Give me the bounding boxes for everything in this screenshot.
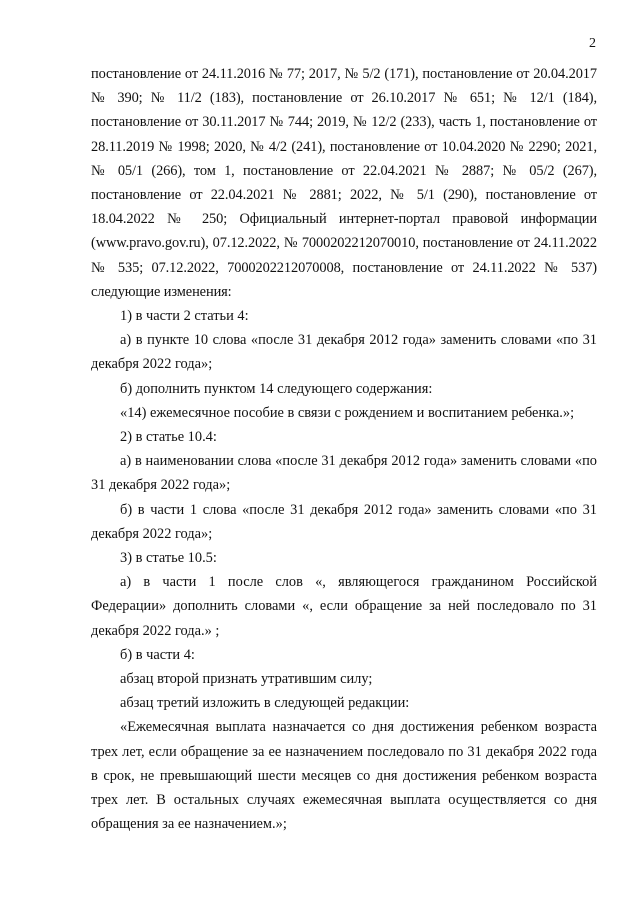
paragraph-item-1b: б) дополнить пунктом 14 следующего содержания: xyxy=(120,380,433,397)
page-number: 2 xyxy=(589,36,596,51)
paragraph-item-3b: б) в части 4: xyxy=(120,646,195,663)
paragraph-item-2: 2) в статье 10.4: xyxy=(120,429,217,446)
paragraph-item-1: 1) в части 2 статьи 4: xyxy=(120,308,249,325)
paragraph-item-2b: б) в части 1 слова «после 31 декабря 2012 года» заменить словами «по 31 декабря 2022 года»; xyxy=(91,501,597,542)
document-body xyxy=(91,62,597,837)
paragraph-item-1a: а) в пункте 10 слова «после 31 декабря 2012 года» заменить словами «по 31 декабря 2022 года»; xyxy=(91,332,597,373)
paragraph-item-1b-quote: «14) ежемесячное пособие в связи с рождением и воспитанием ребенка.»; xyxy=(120,404,575,421)
paragraph-item-3b-quote: «Ежемесячная выплата назначается со дня достижения ребенком возраста трех лет, если обращение за ее назначением последовало по 31 декабря 2022 года в срок, не превышающий шести месяцев со дня достижения ребенком возраста трех лет. В остальных случаях ежемесячная выплата осуществляется со дня обращения за ее назначением.»; xyxy=(91,719,597,833)
paragraph-continuation: постановление от 24.11.2016 № 77; 2017, № 5/2 (171), постановление от 20.04.2017 № 390; № 11/2 (183), постановление от 26.10.2017 № 651; № 12/1 (184), постановление от 30.11.2017 № 744; 2019, № 12/2 (233), часть 1, постановление от 28.11.2019 № 1998; 2020, № 4/2 (241), постановление от 10.04.2020 № 2290; 2021, № 05/1 (266), том 1, постановление от 22.04.2021 № 2887; № 05/2 (267), постановление от 22.04.2021 № 2881; 2022, № 5/1 (290), постановление от 18.04.2022 № 250; Официальный интернет-портал правовой информации (www.pravo.gov.ru), 07.12.2022, № 7000202212070010, постановление от 24.11.2022 № 535; 07.12.2022, 7000202212070008, постановление от 24.11.2022 № 537) следующие изменения: xyxy=(91,66,597,300)
paragraph-item-3b-abzac3: абзац третий изложить в следующей редакции: xyxy=(120,695,410,712)
paragraph-item-3: 3) в статье 10.5: xyxy=(120,550,217,567)
paragraph-item-2a: а) в наименовании слова «после 31 декабря 2012 года» заменить словами «по 31 декабря 2022 года»; xyxy=(91,453,597,494)
paragraph-item-3b-abzac2: абзац второй признать утратившим силу; xyxy=(120,671,373,688)
paragraph-item-3a: а) в части 1 после слов «, являющегося гражданином Российской Федерации» дополнить словами «, если обращение за ней последовало по 31 декабря 2022 года.» ; xyxy=(91,574,597,639)
